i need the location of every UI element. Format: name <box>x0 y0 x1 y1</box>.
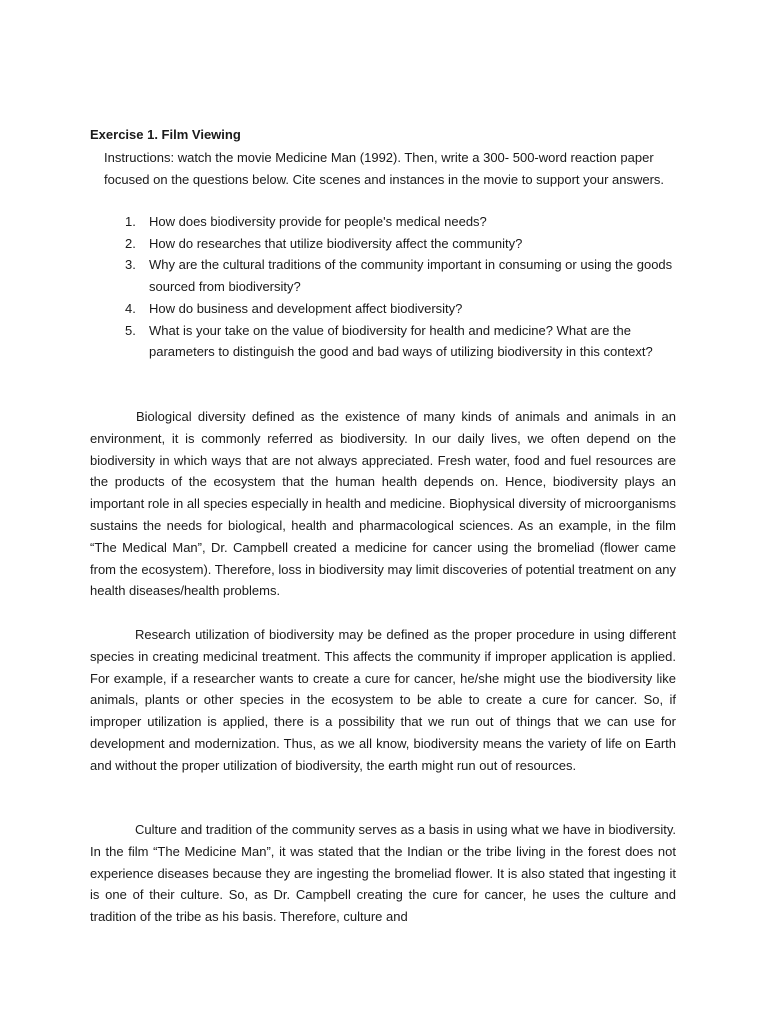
question-number: 2. <box>125 235 136 251</box>
list-item <box>125 298 685 320</box>
question-number: 4. <box>125 300 136 316</box>
exercise-title: Exercise 1. Film Viewing <box>90 127 241 142</box>
question-number: 1. <box>125 214 136 229</box>
instructions-text: Instructions: watch the movie Medicine Man (1992). Then, write a 300- 500-word reaction paper focused on the questions below. Cite scenes and instances in the movie to support your answers. <box>104 150 665 187</box>
question-number: 5. <box>125 322 136 338</box>
list-item <box>125 254 685 297</box>
question-text: How do researches that utilize biodiversity affect the community? <box>149 235 523 251</box>
body-paragraph-1: Biological diversity defined as the existence of many kinds of animals and animals in an environment, it is commonly referred as biodiversity. In our daily lives, we often depend on the biodiversity in which ways that are not always appreciated. Fresh water, food and fuel resources are the products of the ecosystem that the human health depends on. Hence, biodiversity plays an important role in all species especially in health and medicine. Biophysical diversity of microorganisms sustains the needs for biological, health and pharmacological sciences. As an example, in the film “The Medical Man”, Dr. Campbell created a medicine for cancer using the bromeliad (flower came from the ecosystem). Therefore, loss in biodiversity may limit discoveries of potential treatment on any health diseases/health problems. <box>90 409 676 599</box>
list-item <box>125 320 685 363</box>
body-paragraph-3: Culture and tradition of the community serves as a basis in using what we have in biodiversity. In the film “The Medicine Man”, it was stated that the Indian or the tribe living in the forest does not experience diseases because they are ingesting the bromeliad flower. It is also stated that ingesting it is one of their culture. So, as Dr. Campbell creating the cure for cancer, he uses the culture and tradition of the tribe as his basis. Therefore, culture and <box>90 822 676 925</box>
question-text: How do business and development affect biodiversity? <box>149 300 463 316</box>
question-text: What is your take on the value of biodiversity for health and medicine? What are the parameters to distinguish the good and bad ways of utilizing biodiversity in this context? <box>149 322 653 360</box>
question-number: 3. <box>125 257 136 273</box>
question-text: How does biodiversity provide for people's medical needs? <box>149 214 487 229</box>
list-item <box>125 233 685 255</box>
question-text: Why are the cultural traditions of the community important in consuming or using the goods sourced from biodiversity? <box>149 257 673 295</box>
list-item <box>125 211 685 233</box>
body-paragraph-2: Research utilization of biodiversity may be defined as the proper procedure in using different species in creating medicinal treatment. This affects the community if improper application is applied. For example, if a researcher wants to create a cure for cancer, he/she might use the biodiversity like animals, plants or other species in the ecosystem to be able to create a cure for cancer. So, if improper utilization is applied, there is a possibility that we run out of things that we can use for development and modernization. Thus, as we all know, biodiversity means the variety of life on Earth and without the proper utilization of biodiversity, the earth might run out of resources. <box>90 627 676 773</box>
question-list <box>125 211 685 363</box>
